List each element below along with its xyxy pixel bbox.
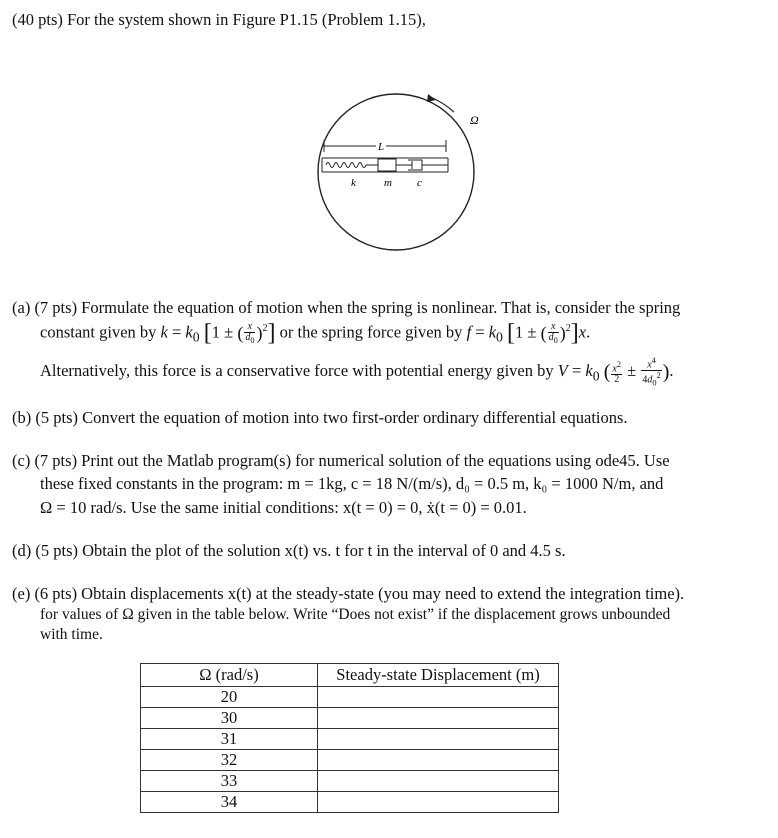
table-row (141, 708, 559, 729)
table-row (141, 771, 559, 792)
x2-over-2-fraction: $\frac{x^2}{2}$ (612, 359, 622, 385)
table-row (141, 729, 559, 750)
omega-cell: 20 (141, 687, 318, 708)
part-c-line1: (c) (7 pts) Print out the Matlab program(s) for numerical solution of the equations using ode45. Use (12, 451, 670, 470)
table-row (141, 750, 559, 771)
omega-cell: 33 (141, 771, 318, 792)
part-b: (b) (5 pts) Convert the equation of motion into two first-order ordinary differential equations. (12, 408, 628, 427)
rotation-arrow-head (427, 94, 436, 102)
spring (326, 163, 378, 168)
table-row (141, 792, 559, 813)
x4-over-4d0-fraction: $\frac{x^4}{4d_0^2}$ (642, 356, 661, 388)
part-a-line3: Alternatively, this force is a conservative force with potential energy given by $V = k_0$ ( $\frac{x^2}{2}$ ± $\frac{x^4}{4d_0^2}$ ). (40, 356, 674, 388)
rotating-disk-figure (300, 88, 500, 268)
displacement-cell (318, 750, 559, 771)
x-over-d0-fraction-2: $\frac{x}{d_0}$ (548, 320, 558, 345)
part-a-text-3: Alternatively, this force is a conservative force with potential energy given by (40, 361, 554, 381)
x-over-d0-fraction-1: $\frac{x}{d_0}$ (245, 320, 255, 345)
part-e-line2: for values of Ω given in the table below. Write “Does not exist” if the displacement grows unbounded (40, 606, 671, 623)
part-c-line3: Ω = 10 rad/s. Use the same initial conditions: x(t = 0) = 0, ẋ(t = 0) = 0.01. (40, 498, 527, 517)
part-a-text-2: or the spring force given by (279, 322, 463, 342)
part-a-text-1: constant given by (40, 322, 157, 342)
damper-label: c (417, 177, 422, 189)
spring-label: k (351, 177, 356, 189)
length-label: L (378, 141, 385, 153)
table-header-displacement: Steady-state Displacement (m) (318, 664, 559, 687)
table-row (141, 687, 559, 708)
displacement-cell (318, 792, 559, 813)
part-a-line1: (a) (7 pts) Formulate the equation of motion when the spring is nonlinear. That is, consider the spring (12, 298, 681, 317)
displacement-cell (318, 708, 559, 729)
part-e-line1: (e) (6 pts) Obtain displacements x(t) at the steady-state (you may need to extend the integration time). (12, 584, 685, 603)
displacement-cell (318, 771, 559, 792)
part-a-line2: constant given by $k = k_0$ [1 ± ( $\frac{x}{d_0}$ )$^2$] or the spring force given by $f = k_0$ [1 ± ( $\frac{x}{d_0}$ )$^2$]x. (40, 320, 591, 346)
part-c-line2: these fixed constants in the program: m = 1kg, c = 18 N/(m/s), d₀ = 0.5 m, k₀ = 1000 N/m, and (40, 474, 664, 493)
displacement-cell (318, 729, 559, 750)
mass-label: m (384, 177, 392, 189)
table-header-row (141, 664, 559, 687)
omega-cell: 30 (141, 708, 318, 729)
omega-cell: 32 (141, 750, 318, 771)
displacement-cell (318, 687, 559, 708)
omega-cell: 31 (141, 729, 318, 750)
omega-cell: 34 (141, 792, 318, 813)
mass-block (378, 159, 396, 171)
part-e-line3: with time. (40, 626, 103, 643)
problem-header: (40 pts) For the system shown in Figure P1.15 (Problem 1.15), (12, 10, 426, 29)
part-d: (d) (5 pts) Obtain the plot of the solution x(t) vs. t for t in the interval of 0 and 4.5 s. (12, 541, 566, 560)
steady-state-table (140, 663, 559, 813)
omega-label: Ω (470, 113, 479, 127)
table-header-omega: Ω (rad/s) (141, 664, 318, 687)
